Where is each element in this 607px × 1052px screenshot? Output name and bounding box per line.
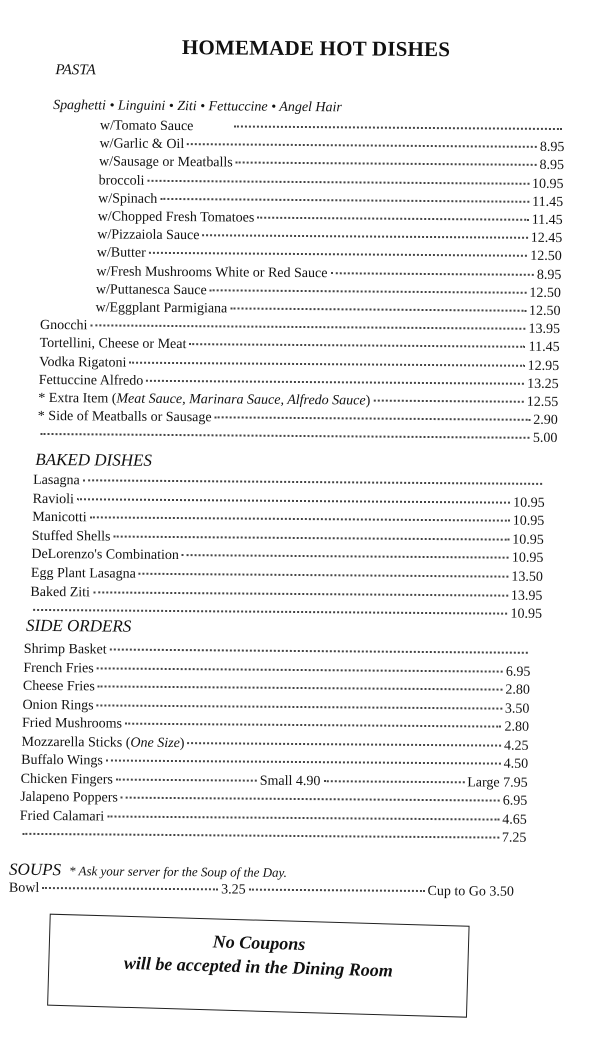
item-note-suffix: ) [179, 735, 185, 751]
item-label: w/Tomato Sauce [99, 118, 194, 135]
item-price: 12.55 [526, 394, 559, 411]
menu-item-row [31, 565, 543, 586]
cup-price: Cup to Go 3.50 [427, 884, 514, 900]
item-price: 7.25 [501, 830, 527, 846]
menu-item-row [98, 208, 563, 229]
menu-item-row [31, 546, 543, 567]
bowl-price: 3.25 [221, 882, 246, 898]
menu-item-row [96, 263, 561, 284]
dot-leader [77, 498, 510, 503]
menu-item-row [97, 227, 562, 248]
notice-line-2: will be accepted in the Dining Room [123, 952, 394, 981]
item-label: Shrimp Basket [23, 641, 107, 658]
menu-item-row [98, 190, 563, 211]
item-note: Meat Sauce, Marinara Sauce, Alfredo Sauce [116, 391, 366, 409]
dot-leader [330, 272, 533, 276]
item-label: w/Spinach [98, 191, 158, 207]
menu-item-row [33, 490, 545, 511]
dot-leader [189, 344, 525, 349]
dot-leader [90, 325, 525, 330]
dot-leader [98, 685, 503, 690]
item-label: w/Garlic & Oil [99, 136, 185, 153]
item-label: * Extra Item ( [38, 390, 117, 407]
item-price: 10.95 [512, 513, 545, 530]
no-coupons-notice [47, 914, 469, 1018]
menu-item-row [20, 807, 527, 828]
item-label: Fried Mushrooms [21, 715, 123, 732]
item-price: 13.95 [528, 321, 561, 338]
dot-leader [182, 554, 509, 559]
item-label: Jalapeno Poppers [20, 789, 118, 806]
item-price: 10.95 [532, 176, 564, 192]
menu-item-row [23, 678, 530, 699]
notice-line-1: No Coupons [212, 931, 306, 955]
menu-item-row [99, 154, 564, 175]
item-label: w/Fresh Mushrooms White or Red Sauce [96, 263, 328, 281]
dot-leader [42, 887, 218, 890]
dot-leader [233, 125, 562, 130]
dot-leader [83, 479, 542, 485]
item-price: 6.95 [505, 664, 531, 680]
dot-leader [323, 780, 464, 783]
item-price: 4.50 [503, 756, 529, 772]
item-price: 13.25 [527, 376, 559, 392]
soups-note: * Ask your server for the Soup of the Day. [68, 863, 287, 880]
soups-heading: SOUPS [9, 859, 62, 880]
item-label: Fettuccine Alfredo [38, 372, 144, 389]
item-price: 10.95 [513, 495, 545, 511]
item-label: Vodka Rigatoni [39, 354, 127, 371]
menu-item-row [32, 509, 544, 530]
dot-leader [188, 742, 502, 746]
item-price: 3.50 [504, 701, 530, 717]
soups-header [9, 861, 287, 880]
item-label: Gnocchi [39, 318, 88, 334]
dot-leader [110, 649, 528, 654]
menu-item-row [30, 583, 542, 604]
item-label: Baked Ziti [30, 584, 91, 600]
item-label: Manicotti [32, 510, 87, 526]
dot-leader [215, 417, 531, 421]
item-label: Buffalo Wings [21, 752, 103, 769]
item-label: w/Pizzaiola Sauce [97, 227, 200, 244]
dot-leader [116, 778, 257, 781]
item-mid-price: Small 4.90 [259, 773, 321, 789]
menu-item-row [99, 136, 564, 157]
item-label: Mozzarella Sticks ( [21, 734, 131, 751]
dot-leader [187, 143, 537, 148]
item-price: 8.95 [539, 140, 565, 156]
baked-heading: BAKED DISHES [35, 449, 153, 470]
dot-leader [160, 198, 529, 203]
dot-leader [203, 234, 528, 239]
dot-leader [230, 307, 526, 311]
item-label: w/Sausage or Meatballs [98, 154, 233, 171]
item-price: 2.80 [505, 682, 530, 698]
item-price: 4.25 [504, 738, 529, 754]
menu-item-row [100, 117, 565, 138]
dot-leader [236, 162, 537, 166]
item-price: 11.45 [528, 340, 560, 356]
menu-item-row [37, 426, 557, 447]
dot-leader [106, 759, 501, 764]
dot-leader [149, 252, 528, 257]
dot-leader [40, 433, 530, 439]
dot-leader [146, 380, 524, 385]
dot-leader [125, 723, 502, 728]
item-label: Fried Calamari [19, 808, 105, 824]
soup-row [9, 880, 514, 901]
menu-item-row [20, 789, 527, 810]
item-label: Ravioli [32, 491, 74, 507]
menu-item-row [32, 528, 544, 549]
menu-item-row [21, 770, 528, 791]
item-price: 10.95 [510, 606, 543, 623]
item-label: Lasagna [33, 472, 80, 489]
menu-title: HOMEMADE HOT DISHES [181, 35, 451, 62]
item-label: * Side of Meatballs or Sausage [37, 409, 212, 426]
menu-item-row [99, 172, 564, 193]
menu-item-row [24, 641, 531, 662]
item-label: Tortellini, Cheese or Meat [39, 336, 187, 353]
item-label: w/Butter [96, 245, 146, 262]
menu-item-row [97, 245, 562, 266]
dot-leader [210, 289, 527, 293]
item-price: 6.95 [502, 793, 528, 809]
item-price: 5.00 [532, 431, 558, 447]
item-note-suffix: ) [365, 393, 371, 409]
dot-leader [147, 179, 529, 184]
item-price: 12.95 [527, 358, 560, 374]
pasta-heading: PASTA [55, 62, 96, 79]
item-price: 13.95 [510, 588, 543, 604]
item-price: 12.50 [530, 249, 562, 265]
item-price: 8.95 [536, 267, 562, 283]
item-price: 12.50 [528, 303, 561, 320]
item-label: w/Puttanesca Sauce [95, 282, 207, 299]
menu-item-row [22, 733, 529, 754]
item-price: 8.95 [539, 158, 565, 174]
pasta-types: Spaghetti • Linguini • Ziti • Fettuccine • Angel Hair [53, 98, 342, 116]
dot-leader [93, 591, 508, 596]
menu-item-row [96, 281, 561, 302]
item-price: 11.45 [532, 194, 564, 210]
item-price: 12.50 [529, 285, 561, 301]
item-note: One Size [130, 735, 180, 751]
menu-item-row [19, 826, 526, 847]
item-price: 10.95 [511, 551, 544, 567]
dot-leader [97, 667, 503, 672]
bowl-label: Bowl [8, 880, 40, 896]
dot-leader [121, 797, 500, 802]
item-price: 11.45 [531, 212, 563, 229]
dot-leader [373, 400, 523, 403]
dot-leader [257, 217, 528, 221]
item-price: 13.50 [511, 569, 543, 585]
item-label: French Fries [23, 660, 94, 676]
item-label: w/Chopped Fresh Tomatoes [97, 209, 255, 226]
dot-leader [249, 889, 425, 892]
dot-leader [107, 815, 499, 820]
dot-leader [113, 535, 509, 540]
dot-leader [90, 517, 510, 522]
item-label: Stuffed Shells [31, 528, 111, 545]
item-label: w/Eggplant Parmigiana [95, 300, 228, 317]
item-price: 4.65 [502, 812, 527, 828]
dot-leader [97, 704, 502, 709]
item-label: Onion Rings [22, 697, 94, 713]
item-price: 12.45 [530, 230, 563, 247]
menu-item-row [21, 752, 528, 773]
item-price: 2.80 [504, 719, 530, 735]
menu-item-row [22, 715, 529, 736]
dot-leader [22, 833, 499, 839]
menu-item-row [23, 659, 530, 680]
item-label: DeLorenzo's Combination [31, 547, 179, 564]
sides-heading: SIDE ORDERS [25, 615, 132, 636]
menu-item-row [33, 472, 545, 493]
dot-leader [33, 609, 508, 615]
menu-item-row [95, 299, 560, 320]
item-price: Large 7.95 [467, 774, 528, 791]
menu-item-row [22, 696, 529, 717]
item-price: 10.95 [512, 532, 544, 548]
item-label: Egg Plant Lasagna [30, 565, 136, 582]
dot-leader [139, 573, 509, 578]
dot-leader [129, 361, 524, 366]
item-price: 2.90 [533, 413, 558, 429]
item-label: Chicken Fingers [20, 771, 113, 788]
item-label: broccoli [98, 173, 145, 189]
item-label: Cheese Fries [22, 678, 95, 695]
